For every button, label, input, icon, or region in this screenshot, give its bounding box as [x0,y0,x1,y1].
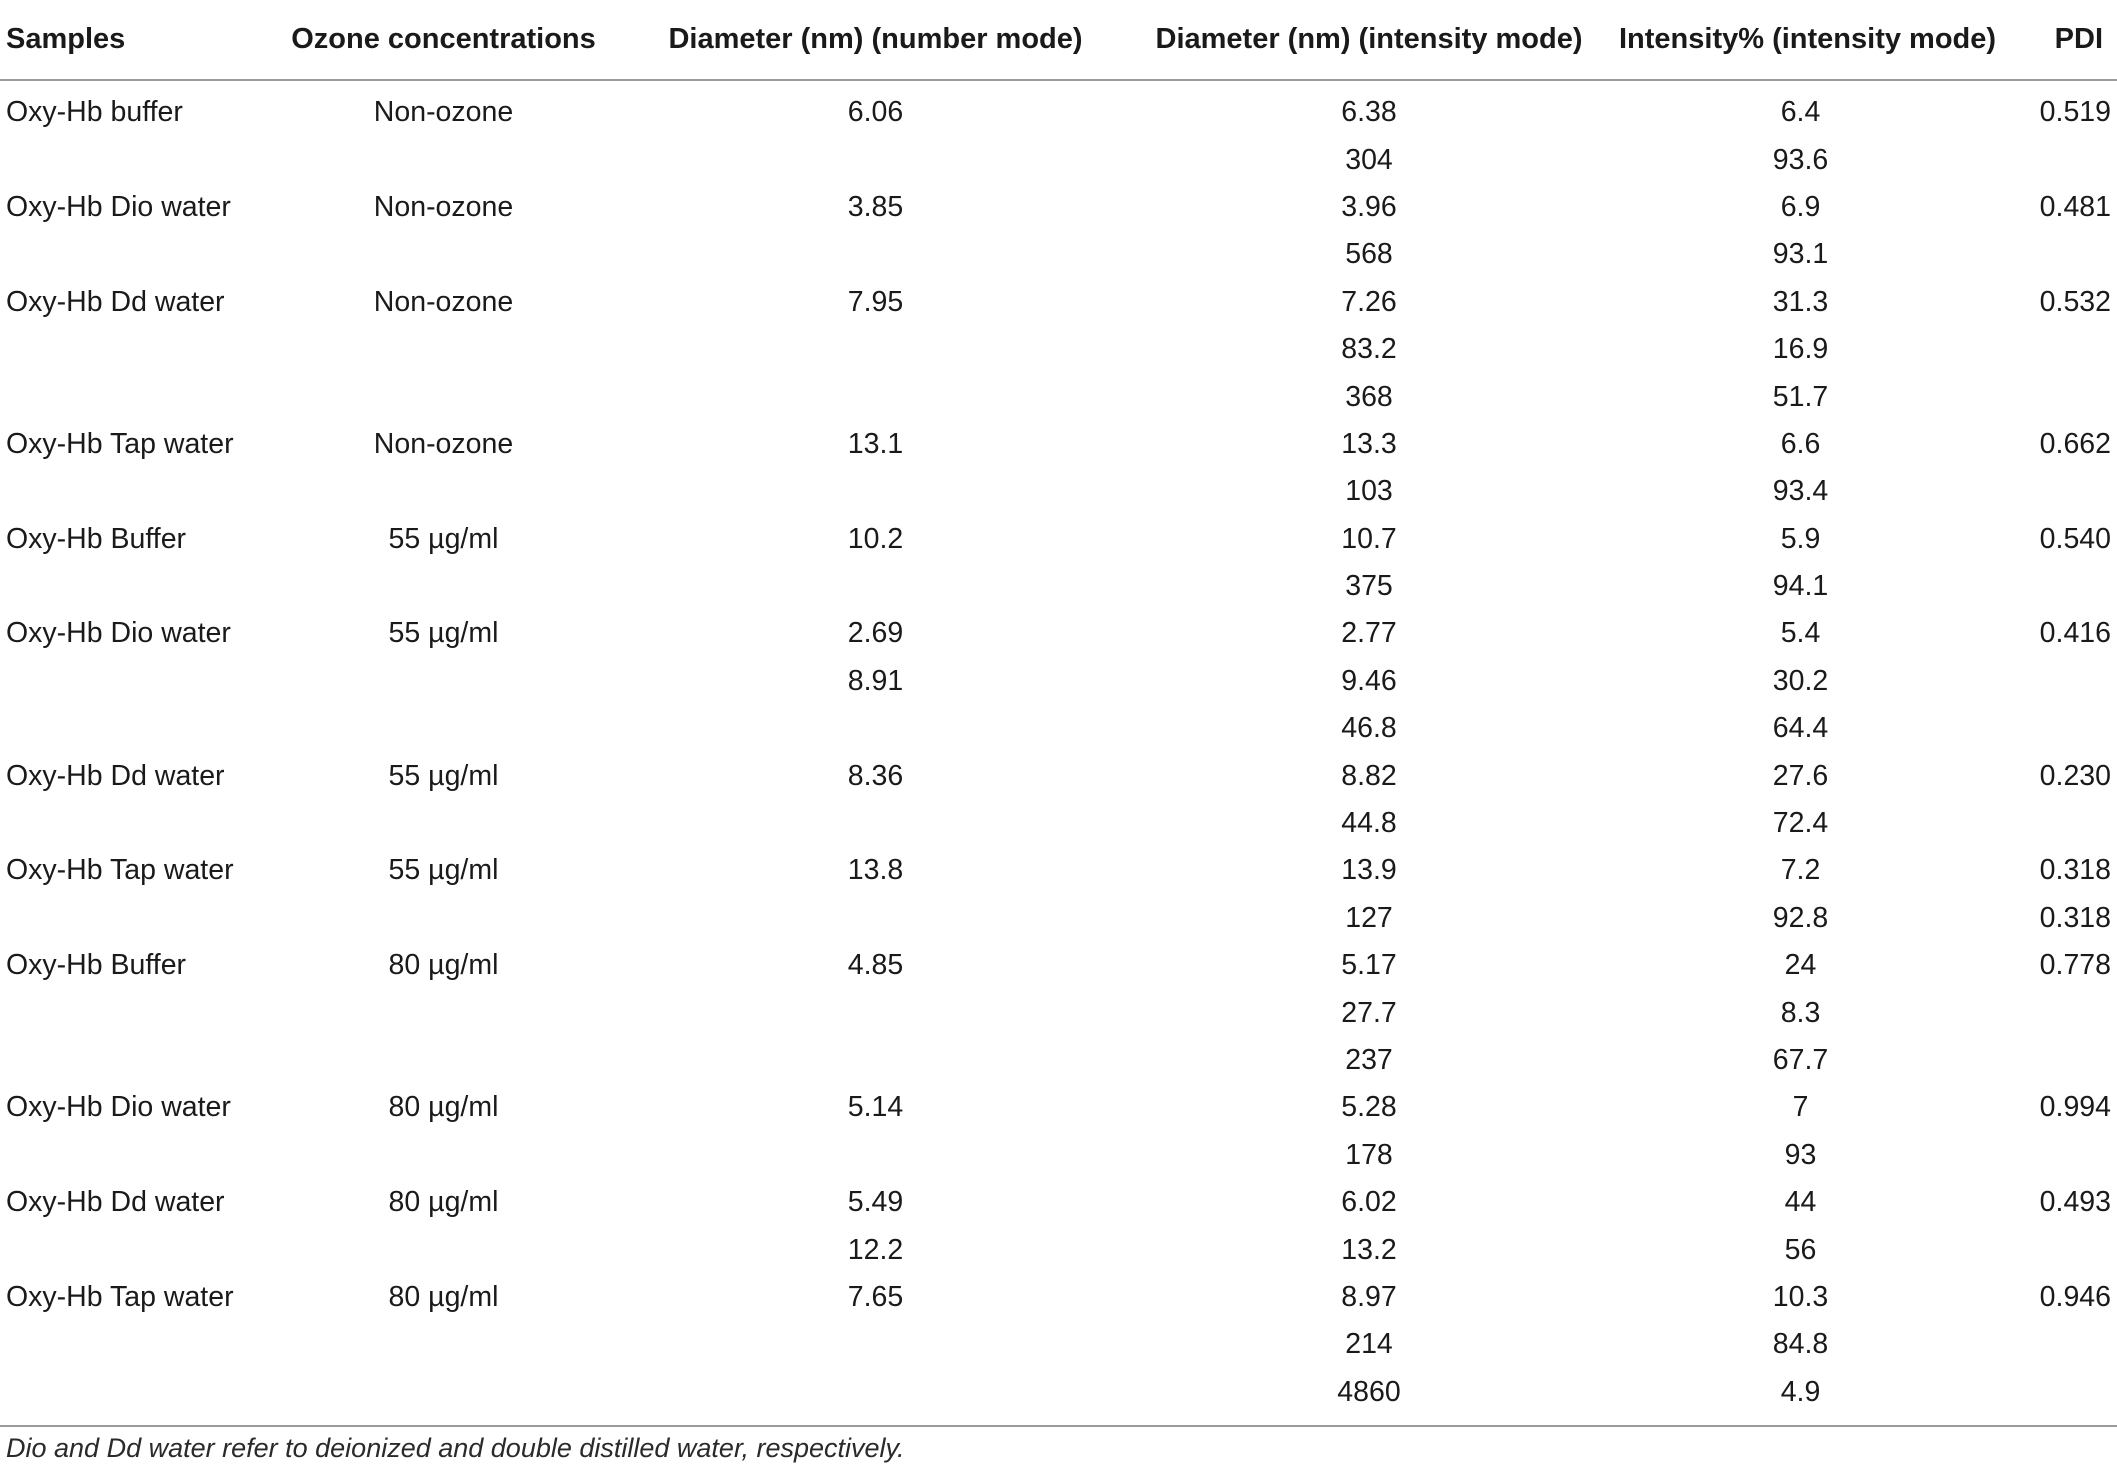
cell-pdi: 0.416 [2039,617,2111,650]
cell-ozone-concentration: 80 µg/ml [388,949,499,982]
header-ozone-concentrations: Ozone concentrations [255,0,632,80]
table-row [0,989,2117,1036]
cell-pdi [1982,658,2117,705]
cell-sample: Oxy-Hb Dd water [6,759,225,792]
cell-sample: Oxy-Hb Dio water [6,1091,231,1124]
cell-sample [0,1226,255,1273]
cell-pdi: 0.318 [2039,854,2111,887]
table-body [0,80,2117,1416]
table-row [0,1274,2117,1321]
cell-ozone-concentration: Non-ozone [373,285,514,318]
cell-pdi [1982,468,2117,515]
cell-pdi [1982,705,2117,752]
cell-diameter-intensity-mode: 44.8 [1341,807,1397,840]
cell-ozone-concentration: 80 µg/ml [388,1186,499,1219]
cell-diameter-intensity-mode: 8.82 [1341,759,1397,792]
cell-pdi: 0.778 [2039,949,2111,982]
cell-diameter-intensity-mode: 13.9 [1341,854,1397,887]
cell-pdi: 0.532 [2039,285,2111,318]
cell-diameter-intensity-mode: 6.38 [1341,96,1397,129]
header-intensity-percent: Intensity% (intensity mode) [1619,0,1982,80]
cell-ozone-concentration [255,1369,632,1416]
cell-ozone-concentration: Non-ozone [373,96,514,129]
cell-ozone-concentration: 55 µg/ml [388,759,499,792]
cell-pdi [1982,136,2117,183]
cell-ozone-concentration [255,136,632,183]
header-pdi: PDI [1982,0,2117,80]
cell-diameter-number-mode: 13.1 [847,427,904,460]
cell-pdi [1982,231,2117,278]
cell-sample [0,136,255,183]
cell-diameter-number-mode [632,1037,1119,1084]
cell-sample [0,658,255,705]
cell-intensity-percent: 10.3 [1772,1280,1829,1313]
cell-intensity-percent: 64.4 [1772,712,1829,745]
cell-diameter-number-mode [632,800,1119,847]
table-row [0,1321,2117,1368]
cell-pdi: 0.493 [2039,1186,2111,1219]
table-header [0,0,2117,80]
cell-intensity-percent: 24 [1784,949,1817,982]
cell-ozone-concentration [255,1226,632,1273]
table-row [0,1084,2117,1131]
cell-diameter-intensity-mode: 568 [1345,238,1393,271]
cell-diameter-intensity-mode: 214 [1345,1328,1393,1361]
cell-diameter-number-mode: 8.36 [847,759,904,792]
cell-pdi [1982,1132,2117,1179]
cell-ozone-concentration: 55 µg/ml [388,617,499,650]
cell-pdi: 0.481 [2039,190,2111,223]
table-row [0,279,2117,326]
cell-sample [0,326,255,373]
table-row [0,1132,2117,1179]
cell-ozone-concentration [255,800,632,847]
cell-intensity-percent: 84.8 [1772,1328,1829,1361]
cell-ozone-concentration: 80 µg/ml [388,1091,499,1124]
cell-diameter-intensity-mode: 46.8 [1341,712,1397,745]
cell-diameter-intensity-mode: 237 [1345,1044,1393,1076]
cell-intensity-percent: 8.3 [1780,996,1821,1029]
cell-ozone-concentration: 55 µg/ml [388,854,499,887]
cell-ozone-concentration [255,1321,632,1368]
cell-sample: Oxy-Hb Tap water [6,427,234,460]
cell-intensity-percent: 27.6 [1772,759,1829,792]
cell-diameter-number-mode [632,136,1119,183]
cell-diameter-intensity-mode: 8.97 [1341,1280,1397,1313]
cell-diameter-intensity-mode: 375 [1345,570,1393,603]
cell-pdi [1982,373,2117,420]
table-row [0,231,2117,278]
table-row [0,1037,2117,1084]
cell-sample [0,1321,255,1368]
cell-diameter-number-mode [632,468,1119,515]
cell-pdi [1982,1321,2117,1368]
table-footnote: Dio and Dd water refer to deionized and double distilled water, respectively. [6,1433,905,1463]
cell-intensity-percent: 6.6 [1780,427,1821,460]
cell-intensity-percent: 93 [1784,1138,1817,1171]
cell-intensity-percent: 5.4 [1780,617,1821,650]
cell-diameter-intensity-mode: 5.17 [1341,949,1397,982]
cell-diameter-number-mode: 10.2 [847,522,904,555]
cell-sample [0,1132,255,1179]
cell-diameter-number-mode: 13.8 [847,854,904,887]
cell-diameter-intensity-mode: 10.7 [1341,522,1397,555]
cell-pdi [1982,326,2117,373]
header-diameter-number-mode: Diameter (nm) (number mode) [632,0,1119,80]
cell-sample [0,800,255,847]
cell-intensity-percent: 93.1 [1772,238,1829,271]
cell-diameter-number-mode [632,1321,1119,1368]
cell-ozone-concentration: 80 µg/ml [388,1280,499,1313]
cell-ozone-concentration [255,468,632,515]
cell-intensity-percent: 44 [1784,1186,1817,1219]
cell-diameter-number-mode: 5.14 [847,1091,904,1124]
cell-diameter-number-mode: 12.2 [847,1233,904,1266]
cell-diameter-number-mode: 6.06 [847,96,904,129]
cell-diameter-intensity-mode: 3.96 [1341,190,1397,223]
cell-sample [0,989,255,1036]
table-row [0,421,2117,468]
cell-pdi [1982,1226,2117,1273]
cell-sample [0,1037,255,1084]
header-diameter-intensity-mode: Diameter (nm) (intensity mode) [1119,0,1619,80]
table-row [0,610,2117,657]
cell-sample: Oxy-Hb Buffer [6,949,187,982]
cell-sample: Oxy-Hb Dd water [6,285,225,318]
cell-diameter-number-mode [632,895,1119,942]
cell-diameter-intensity-mode: 4860 [1337,1375,1401,1408]
cell-ozone-concentration [255,563,632,610]
table-row [0,1179,2117,1226]
table-row [0,468,2117,515]
cell-sample [0,563,255,610]
cell-pdi: 0.994 [2039,1091,2111,1124]
cell-ozone-concentration [255,1132,632,1179]
cell-pdi: 0.230 [2039,759,2111,792]
cell-intensity-percent: 6.9 [1780,190,1821,223]
cell-sample [0,895,255,942]
cell-diameter-number-mode [632,563,1119,610]
table-row [0,516,2117,563]
cell-diameter-intensity-mode: 13.2 [1341,1233,1397,1266]
header-row [0,0,2117,80]
cell-intensity-percent: 7 [1792,1091,1809,1124]
table-row [0,373,2117,420]
table-row [0,1369,2117,1416]
table-row [0,705,2117,752]
table-row [0,326,2117,373]
cell-sample [0,231,255,278]
cell-diameter-number-mode [632,231,1119,278]
cell-intensity-percent: 7.2 [1780,854,1821,887]
cell-pdi: 0.662 [2039,427,2111,460]
cell-diameter-number-mode [632,373,1119,420]
cell-intensity-percent: 93.6 [1772,143,1829,176]
cell-pdi: 0.318 [2039,901,2111,934]
table-row [0,658,2117,705]
table-row [0,847,2117,894]
cell-pdi [1982,1037,2117,1084]
cell-diameter-intensity-mode: 6.02 [1341,1186,1397,1219]
table-row [0,942,2117,989]
cell-ozone-concentration [255,989,632,1036]
cell-ozone-concentration [255,326,632,373]
cell-diameter-intensity-mode: 368 [1345,380,1393,413]
cell-pdi [1982,563,2117,610]
cell-diameter-number-mode [632,326,1119,373]
cell-diameter-number-mode: 2.69 [847,617,904,650]
cell-ozone-concentration [255,231,632,278]
cell-intensity-percent: 94.1 [1772,570,1829,603]
cell-ozone-concentration: Non-ozone [373,190,514,223]
table-row [0,1226,2117,1273]
cell-diameter-intensity-mode: 13.3 [1341,427,1397,460]
cell-sample: Oxy-Hb buffer [6,96,183,129]
cell-sample: Oxy-Hb Tap water [6,1280,234,1313]
cell-intensity-percent: 6.4 [1780,96,1821,129]
cell-diameter-intensity-mode: 127 [1345,901,1393,934]
cell-diameter-number-mode [632,1369,1119,1416]
cell-diameter-intensity-mode: 178 [1345,1138,1393,1171]
cell-ozone-concentration [255,1037,632,1084]
cell-pdi [1982,800,2117,847]
table-row [0,80,2117,136]
cell-sample: Oxy-Hb Dio water [6,617,231,650]
cell-diameter-intensity-mode: 27.7 [1341,996,1397,1029]
cell-diameter-intensity-mode: 103 [1345,475,1393,508]
cell-intensity-percent: 51.7 [1772,380,1829,413]
header-samples: Samples [0,0,255,80]
table-row [0,563,2117,610]
cell-intensity-percent: 56 [1784,1233,1817,1266]
cell-pdi [1982,989,2117,1036]
cell-ozone-concentration: 55 µg/ml [388,522,499,555]
cell-diameter-intensity-mode: 304 [1345,143,1393,176]
table-bottom-rule [0,1425,2117,1427]
cell-pdi [1982,1369,2117,1416]
cell-intensity-percent: 5.9 [1780,522,1821,555]
cell-sample: Oxy-Hb Buffer [6,522,187,555]
table-row [0,895,2117,942]
cell-ozone-concentration [255,373,632,420]
table-row [0,136,2117,183]
cell-diameter-intensity-mode: 7.26 [1341,285,1397,318]
cell-ozone-concentration: Non-ozone [373,427,514,460]
cell-intensity-percent: 16.9 [1772,333,1829,366]
table-row [0,800,2117,847]
cell-pdi: 0.540 [2039,522,2111,555]
cell-sample: Oxy-Hb Tap water [6,854,234,887]
cell-diameter-intensity-mode: 2.77 [1341,617,1397,650]
cell-sample: Oxy-Hb Dio water [6,190,231,223]
cell-sample [0,705,255,752]
cell-diameter-number-mode: 8.91 [847,664,904,697]
cell-intensity-percent: 92.8 [1772,901,1829,934]
cell-diameter-intensity-mode: 9.46 [1341,664,1397,697]
cell-diameter-intensity-mode: 5.28 [1341,1091,1397,1124]
table-row [0,184,2117,231]
cell-ozone-concentration [255,705,632,752]
cell-intensity-percent: 31.3 [1772,285,1829,318]
cell-diameter-number-mode: 3.85 [847,190,904,223]
cell-intensity-percent: 93.4 [1772,475,1829,508]
cell-diameter-number-mode: 7.95 [847,285,904,318]
cell-sample [0,373,255,420]
cell-diameter-intensity-mode: 83.2 [1341,333,1397,366]
cell-diameter-number-mode: 7.65 [847,1280,904,1313]
cell-sample [0,468,255,515]
cell-intensity-percent: 4.9 [1780,1375,1821,1408]
cell-pdi: 0.946 [2039,1280,2111,1313]
cell-intensity-percent: 67.7 [1772,1044,1829,1076]
cell-diameter-number-mode: 5.49 [847,1186,904,1219]
cell-ozone-concentration [255,658,632,705]
cell-diameter-number-mode [632,989,1119,1036]
table-row [0,752,2117,799]
cell-pdi: 0.519 [2039,96,2111,129]
cell-diameter-number-mode [632,705,1119,752]
cell-intensity-percent: 30.2 [1772,664,1829,697]
cell-ozone-concentration [255,895,632,942]
cell-intensity-percent: 72.4 [1772,807,1829,840]
cell-diameter-number-mode [632,1132,1119,1179]
cell-diameter-number-mode: 4.85 [847,949,904,982]
cell-sample: Oxy-Hb Dd water [6,1186,225,1219]
cell-sample [0,1369,255,1416]
